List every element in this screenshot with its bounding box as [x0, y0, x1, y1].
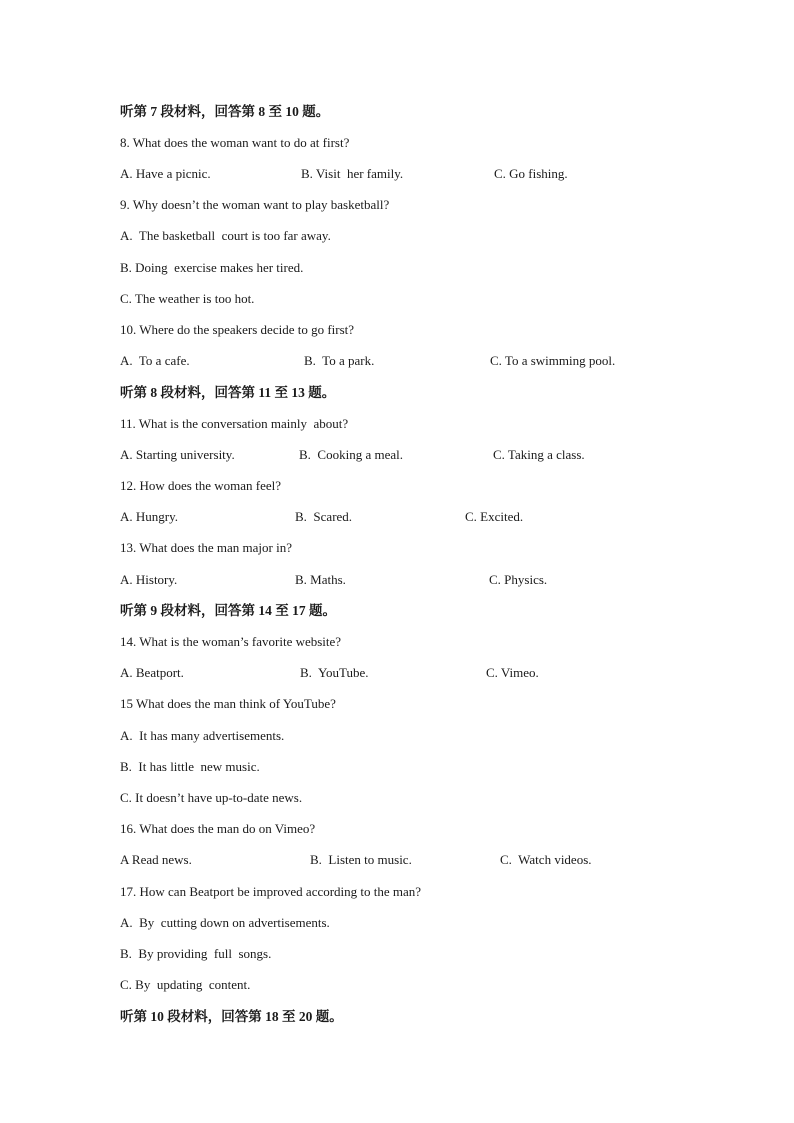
question-text: 8. What does the woman want to do at first? — [120, 135, 350, 150]
question-text: 16. What does the man do on Vimeo? — [120, 821, 316, 836]
option-a: A Read news. — [120, 852, 192, 867]
option-b: B. It has little new music. — [120, 759, 260, 774]
option-c: C. Vimeo. — [486, 665, 539, 680]
option-a: A. The basketball court is too far away. — [120, 228, 331, 243]
question-text: 13. What does the man major in? — [120, 540, 292, 555]
option-b: B. Maths. — [295, 572, 346, 587]
option-a: A. Hungry. — [120, 509, 179, 524]
question-text: 17. How can Beatport be improved according to the man? — [120, 884, 422, 899]
option-b: B. To a park. — [304, 353, 375, 368]
option-a: A. Beatport. — [120, 665, 184, 680]
option-c: C. To a swimming pool. — [490, 353, 616, 368]
option-a: A. By cutting down on advertisements. — [120, 915, 330, 930]
option-b: B. Scared. — [295, 509, 353, 524]
option-a: A. History. — [120, 572, 178, 587]
section-header: 听第 9 段材料，回答第 14 至 17 题。 — [120, 603, 336, 618]
option-a: A. Starting university. — [120, 447, 235, 462]
question-text: 12. How does the woman feel? — [120, 478, 282, 493]
question-text: 11. What is the conversation mainly about? — [120, 416, 349, 431]
question-text: 9. Why doesn’t the woman want to play basketball? — [120, 197, 390, 212]
option-b: B. Visit her family. — [301, 166, 404, 181]
option-b: B. YouTube. — [300, 665, 369, 680]
option-c: C. It doesn’t have up-to-date news. — [120, 790, 303, 805]
section-header: 听第 7 段材料，回答第 8 至 10 题。 — [120, 104, 330, 119]
option-a: A. Have a picnic. — [120, 166, 211, 181]
option-c: C. Go fishing. — [494, 166, 568, 181]
option-b: B. Listen to music. — [310, 852, 412, 867]
question-text: 14. What is the woman’s favorite website? — [120, 634, 342, 649]
option-a: A. It has many advertisements. — [120, 728, 285, 743]
section-header: 听第 8 段材料，回答第 11 至 13 题。 — [120, 385, 336, 400]
section-header: 听第 10 段材料，回答第 18 至 20 题。 — [120, 1009, 343, 1024]
question-text: 15 What does the man think of YouTube? — [120, 696, 336, 711]
option-c: C. The weather is too hot. — [120, 291, 255, 306]
option-a: A. To a cafe. — [120, 353, 190, 368]
option-c: C. Excited. — [465, 509, 524, 524]
option-b: B. By providing full songs. — [120, 946, 272, 961]
option-c: C. By updating content. — [120, 977, 251, 992]
option-c: C. Taking a class. — [493, 447, 585, 462]
option-c: C. Watch videos. — [500, 852, 592, 867]
option-c: C. Physics. — [489, 572, 548, 587]
option-b: B. Cooking a meal. — [299, 447, 403, 462]
option-b: B. Doing exercise makes her tired. — [120, 260, 304, 275]
question-text: 10. Where do the speakers decide to go first? — [120, 322, 355, 337]
